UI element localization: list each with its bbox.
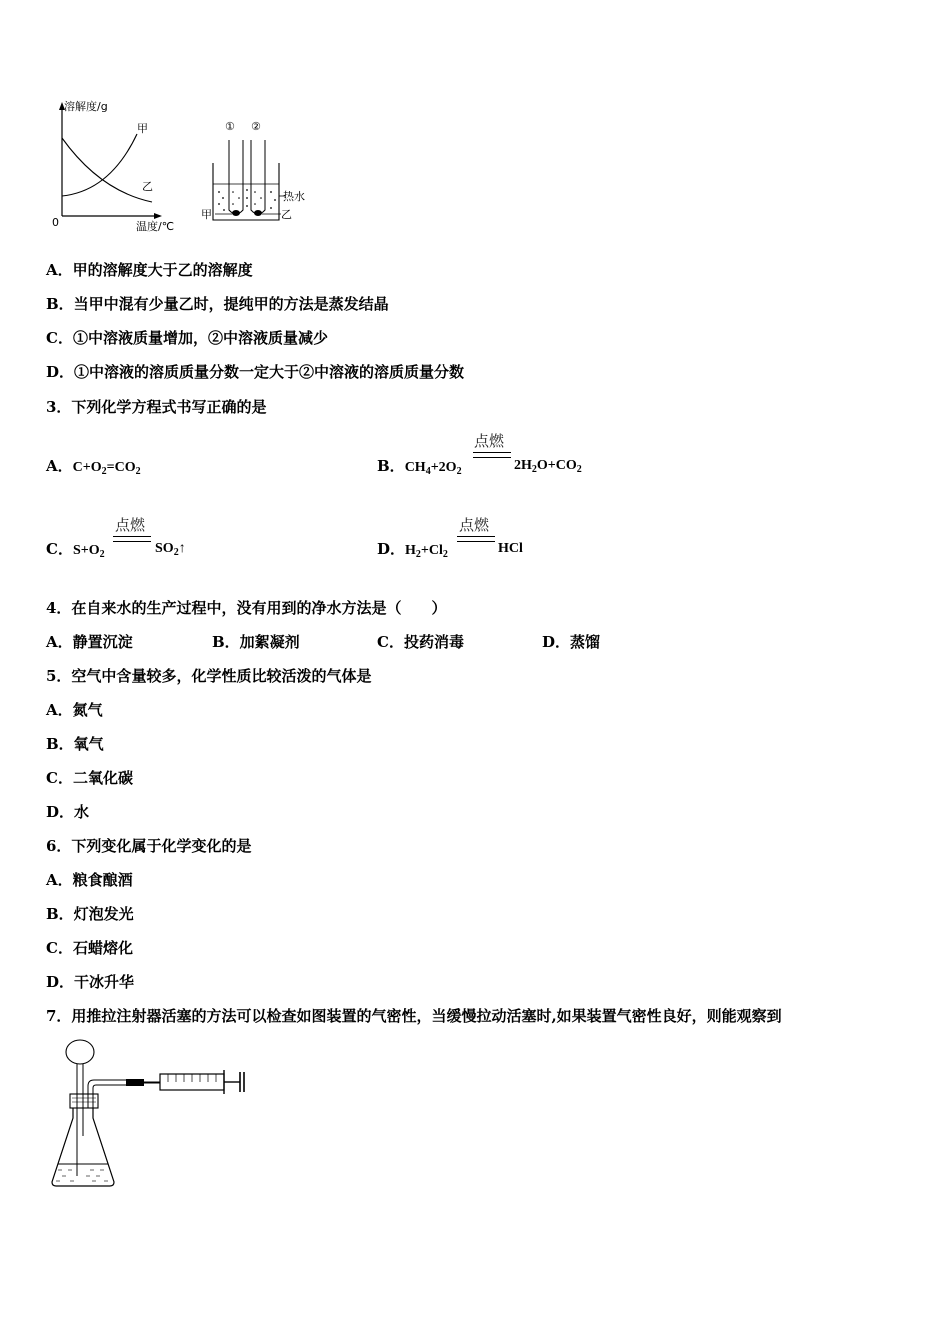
q3-option-c: C．$S+O_2$ (46, 540, 105, 560)
q4-option-d: D．蒸馏 (542, 633, 601, 651)
test-tubes-figure (195, 118, 315, 228)
q3-option-b-condition: 点燃 (474, 432, 505, 450)
q3-option-b-label: B． (377, 457, 405, 475)
q2-option-c: C．①中溶液质量增加，②中溶液质量减少 (46, 329, 328, 347)
q3-option-c-condition: 点燃 (115, 516, 146, 534)
q6-stem: 6．下列变化属于化学变化的是 (46, 837, 252, 855)
tube-1-label: ① (225, 120, 235, 133)
q3-option-b: B．$CH_4+2O_2$ (377, 457, 462, 477)
q2-option-b: B．当甲中混有少量乙时，提纯甲的方法是蒸发结晶 (46, 295, 389, 313)
flask-syringe-figure (46, 1036, 256, 1192)
q6-option-a: A．粮食酿酒 (46, 871, 133, 889)
q3-option-a-label: A． (46, 457, 73, 475)
q4-option-c: C．投药消毒 (377, 633, 464, 651)
q3-option-a-equation: $C+O_2=CO_2$ (72, 460, 141, 477)
solid-yi-label: 乙 (281, 208, 292, 221)
q5-stem: 5．空气中含量较多，化学性质比较活泼的气体是 (46, 667, 372, 685)
q3-option-c-label: C． (46, 540, 73, 558)
q3-option-c-products: $SO_2↑$ (155, 541, 186, 558)
q3-stem: 3．下列化学方程式书写正确的是 (46, 398, 267, 416)
curve-jia-label: 甲 (137, 122, 148, 135)
solid-jia-label: 甲 (201, 208, 212, 221)
q6-option-b: B．灯泡发光 (46, 905, 134, 923)
q2-option-d: D．①中溶液的溶质质量分数一定大于②中溶液的溶质质量分数 (46, 363, 465, 381)
q3-option-a (46, 456, 141, 482)
q3-option-b-double-line (473, 452, 511, 458)
origin-label: 0 (52, 216, 59, 229)
q4-option-a: A．静置沉淀 (46, 633, 133, 651)
q3-option-b-products: $2H_2O+CO_2$ (514, 458, 582, 475)
q3-option-d-label: D． (377, 540, 406, 558)
q3-option-d: D．$H_2+Cl_2$ (377, 540, 448, 560)
q6-option-d: D．干冰升华 (46, 973, 135, 991)
x-axis-label: 温度/℃ (136, 220, 175, 233)
q3-option-d-products: HCl (498, 541, 523, 556)
q5-option-d: D．水 (46, 803, 90, 821)
q6-option-c: C．石蜡熔化 (46, 939, 133, 957)
q3-option-c-double-line (113, 536, 151, 542)
q5-option-a: A．氮气 (46, 701, 103, 719)
q5-option-b: B．氧气 (46, 735, 104, 753)
q7-stem: 7．用推拉注射器活塞的方法可以检查如图装置的气密性，当缓慢拉动活塞时,如果装置气密性良好，则能观察到 (46, 1007, 782, 1025)
q2-option-a: A．甲的溶解度大于乙的溶解度 (46, 261, 253, 279)
solubility-curve-figure (40, 96, 190, 236)
q4-stem: 4．在自来水的生产过程中，没有用到的净水方法是（ ） (46, 599, 447, 617)
q5-option-c: C．二氧化碳 (46, 769, 133, 787)
y-axis-label: 溶解度/g (64, 100, 108, 113)
q3-option-d-condition: 点燃 (459, 516, 490, 534)
hot-water-label: 热水 (283, 190, 305, 203)
curve-yi-label: 乙 (142, 180, 153, 193)
q3-option-d-double-line (457, 536, 495, 542)
tube-2-label: ② (251, 120, 261, 133)
q4-option-b: B．加絮凝剂 (212, 633, 300, 651)
